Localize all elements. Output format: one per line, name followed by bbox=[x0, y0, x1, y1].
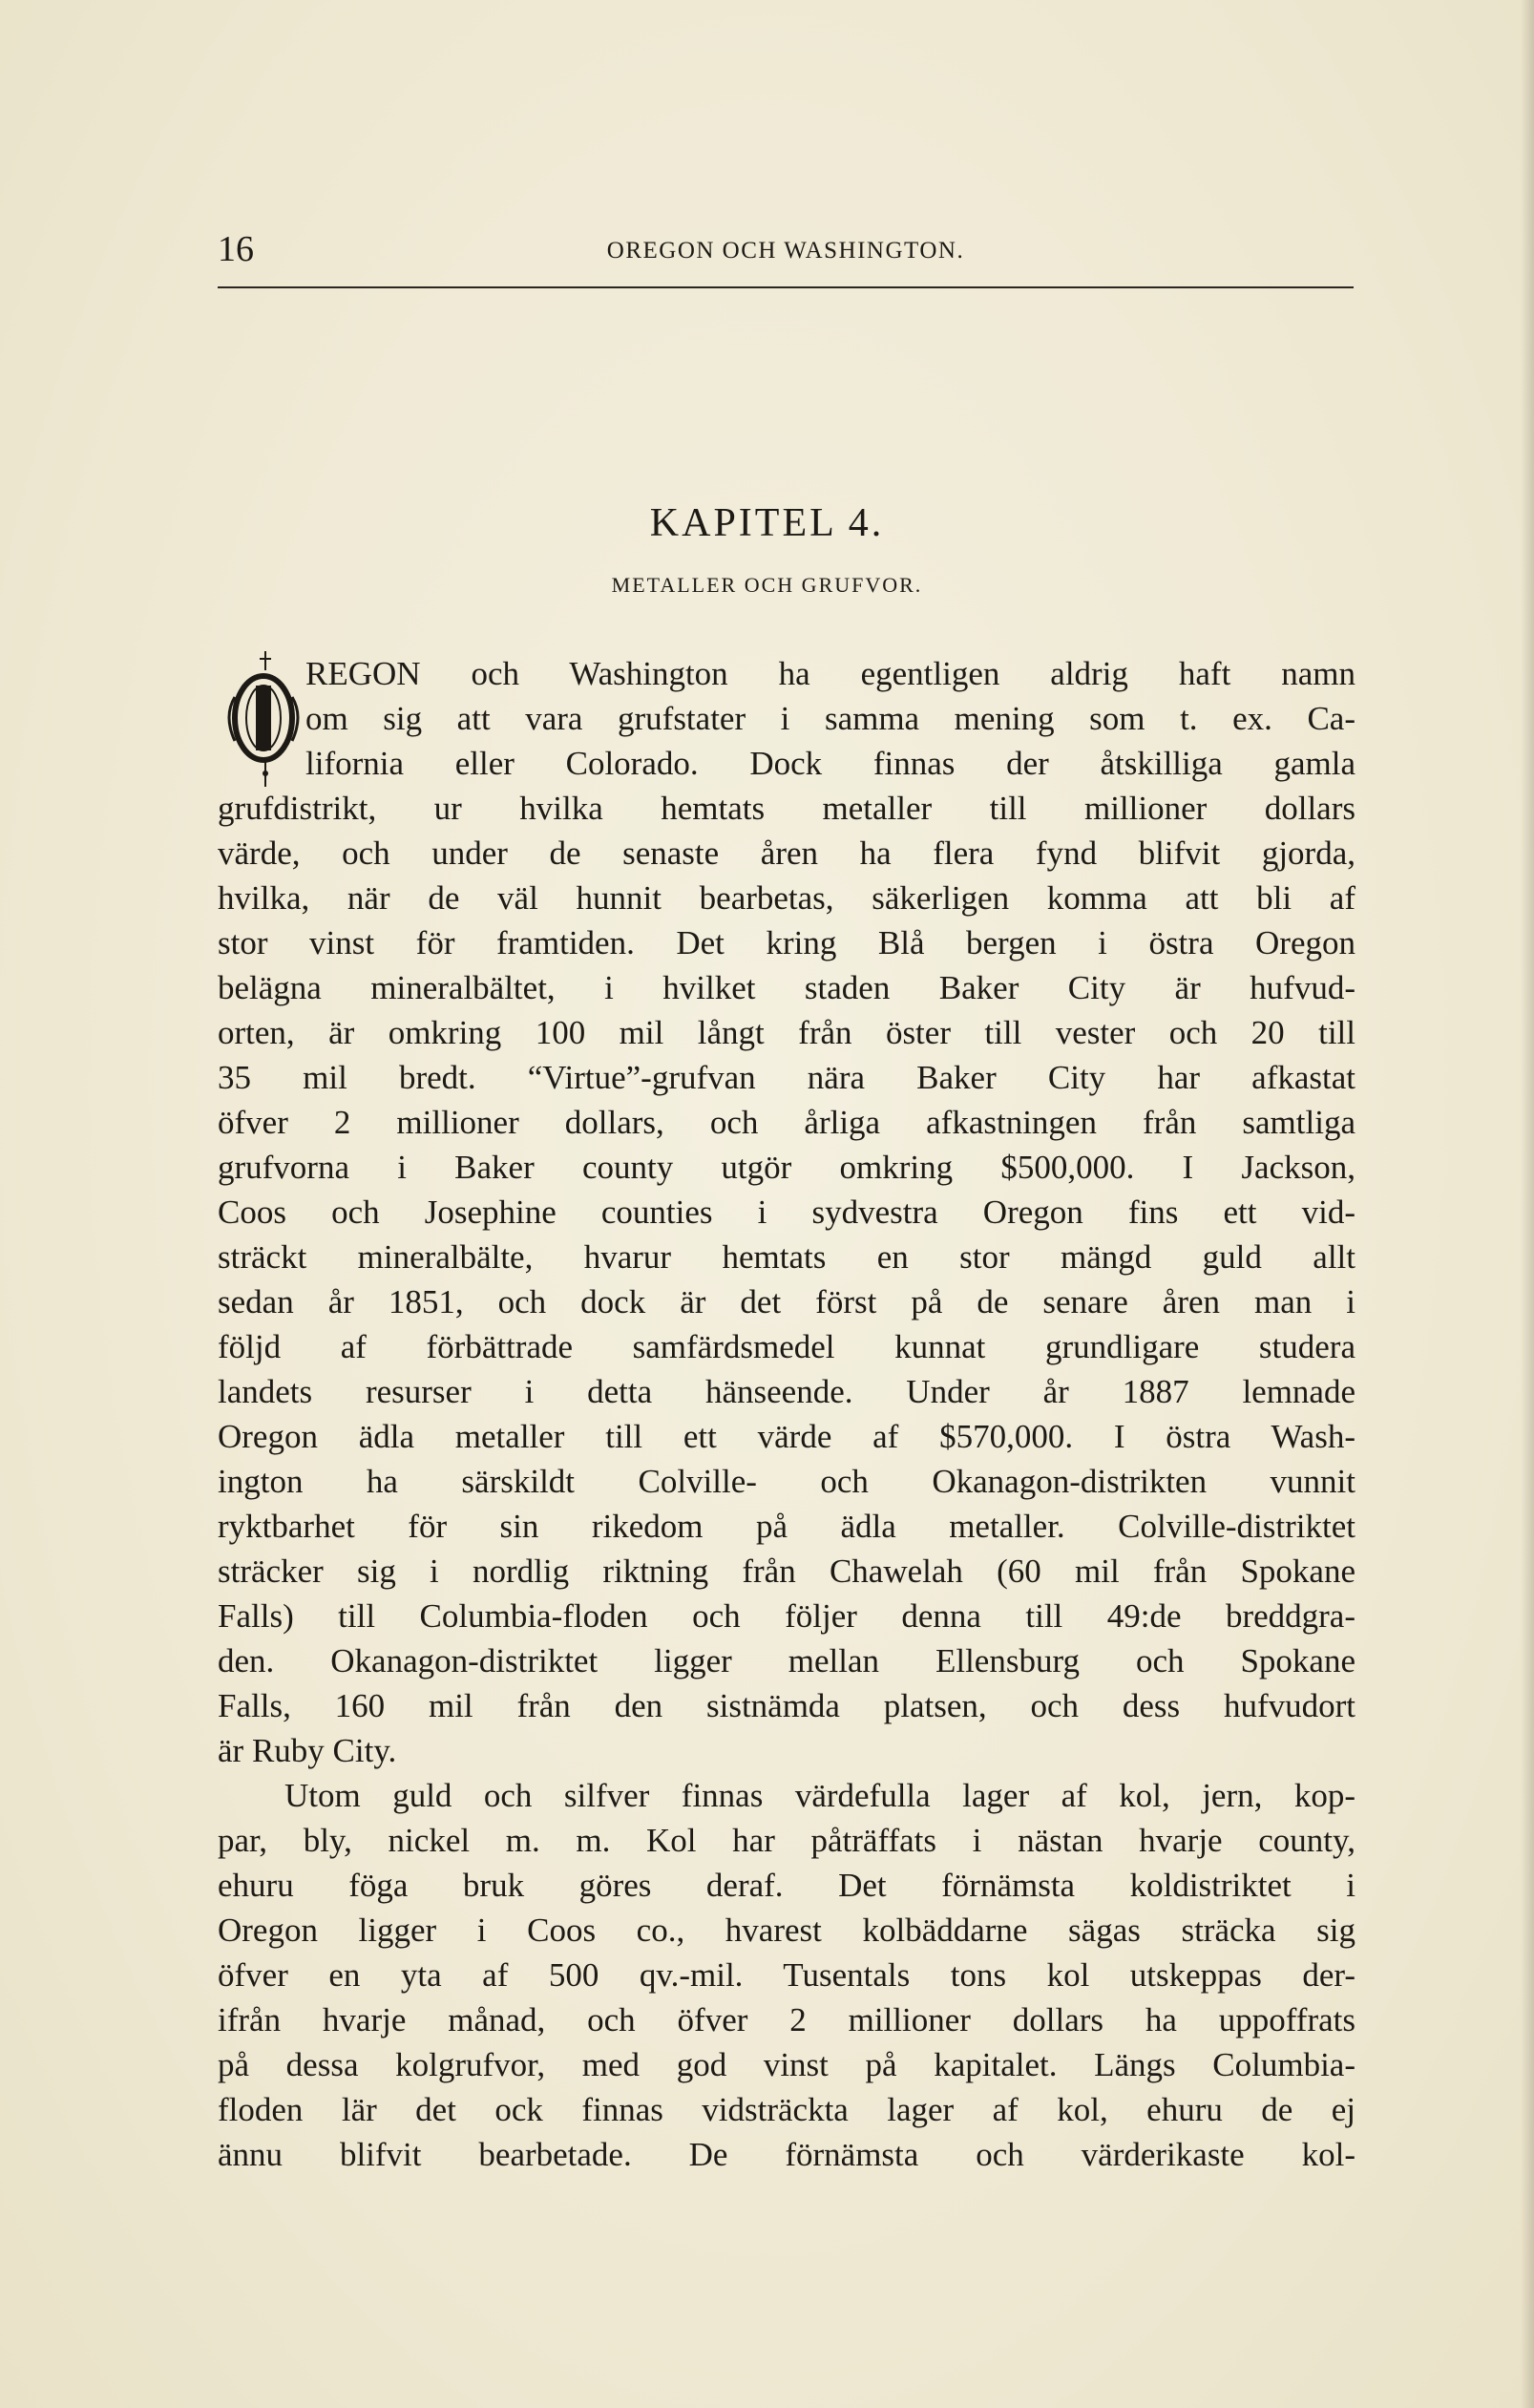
text-line: ännu blifvit bearbetade. De förnämsta och värderikaste kol- bbox=[218, 2136, 1355, 2173]
text-line: hvilka, när de väl hunnit bearbetas, säkerligen komma att bli af bbox=[218, 879, 1355, 917]
text-line: om sig att vara grufstater i samma mening som t. ex. Ca- bbox=[305, 700, 1355, 737]
header-rule bbox=[218, 286, 1354, 288]
chapter-subtitle: METALLER OCH GRUFVOR. bbox=[611, 573, 923, 597]
text-line: Oregon ädla metaller till ett värde af $570,000. I östra Wash- bbox=[218, 1418, 1355, 1455]
text-line: Coos och Josephine counties i sydvestra Oregon fins ett vid- bbox=[218, 1193, 1355, 1231]
text-line: landets resurser i detta hänseende. Under år 1887 lemnade bbox=[218, 1373, 1355, 1410]
text-line: grufvorna i Baker county utgör omkring $500,000. I Jackson, bbox=[218, 1149, 1355, 1186]
page-edge-shadow bbox=[1521, 0, 1534, 2408]
text-line: är Ruby City. bbox=[218, 1732, 397, 1769]
running-title: OREGON OCH WASHINGTON. bbox=[606, 238, 965, 264]
text-line: sträckt mineralbälte, hvarur hemtats en stor mängd guld allt bbox=[218, 1238, 1355, 1276]
text-line: grufdistrikt, ur hvilka hemtats metaller till millioner dollars bbox=[218, 790, 1355, 827]
chapter-title: KAPITEL 4. bbox=[649, 501, 885, 545]
text-line: följd af förbättrade samfärdsmedel kunnat grundligare studera bbox=[218, 1328, 1355, 1365]
text-line: den. Okanagon-distriktet ligger mellan Ellensburg och Spokane bbox=[218, 1642, 1355, 1679]
text-line: floden lär det ock finnas vidsträckta lager af kol, ehuru de ej bbox=[218, 2091, 1355, 2128]
text-line: Oregon ligger i Coos co., hvarest kolbäddarne sägas sträcka sig bbox=[218, 1912, 1355, 1949]
text-line: ryktbarhet för sin rikedom på ädla metaller. Colville-distriktet bbox=[218, 1508, 1355, 1545]
text-line: på dessa kolgrufvor, med god vinst på kapitalet. Längs Columbia- bbox=[218, 2046, 1355, 2083]
text-line: 35 mil bredt. “Virtue”-grufvan nära Baker City har afkastat bbox=[218, 1059, 1355, 1096]
text-line: Utom guld och silfver finnas värdefulla lager af kol, jern, kop- bbox=[284, 1777, 1355, 1814]
running-head bbox=[218, 225, 1354, 283]
text-line: sträcker sig i nordlig riktning från Chawelah (60 mil från Spokane bbox=[218, 1553, 1355, 1590]
text-line: ington ha särskildt Colville- och Okanagon-distrikten vunnit bbox=[218, 1463, 1355, 1500]
text-line: värde, och under de senaste åren ha flera fynd blifvit gjorda, bbox=[218, 834, 1355, 872]
text-line: par, bly, nickel m. m. Kol har påträffats i nästan hvarje county, bbox=[218, 1822, 1355, 1859]
text-line: belägna mineralbältet, i hvilket staden Baker City är hufvud- bbox=[218, 969, 1355, 1006]
text-line: öfver en yta af 500 qv.-mil. Tusentals tons kol utskeppas der- bbox=[218, 1956, 1355, 1994]
text-line: stor vinst för framtiden. Det kring Blå bergen i östra Oregon bbox=[218, 924, 1355, 961]
text-line: Falls, 160 mil från den sistnämda platsen, och dess hufvudort bbox=[218, 1687, 1355, 1724]
text-line: Falls) till Columbia-floden och följer denna till 49:de breddgra- bbox=[218, 1597, 1355, 1635]
page-number: 16 bbox=[218, 229, 254, 269]
text-line: sedan år 1851, och dock är det först på de senare åren man i bbox=[218, 1283, 1355, 1320]
text-line: ifrån hvarje månad, och öfver 2 millioner dollars ha uppoffrats bbox=[218, 2001, 1355, 2038]
text-line: lifornia eller Colorado. Dock finnas der åtskilliga gamla bbox=[305, 745, 1355, 782]
text-line: orten, är omkring 100 mil långt från öster till vester och 20 till bbox=[218, 1014, 1355, 1051]
text-line: öfver 2 millioner dollars, och årliga afkastningen från samtliga bbox=[218, 1104, 1355, 1141]
text-line: REGON och Washington ha egentligen aldrig haft namn bbox=[305, 655, 1355, 692]
body-text bbox=[218, 651, 1355, 2177]
text-line: ehuru föga bruk göres deraf. Det förnämsta koldistriktet i bbox=[218, 1867, 1355, 1904]
